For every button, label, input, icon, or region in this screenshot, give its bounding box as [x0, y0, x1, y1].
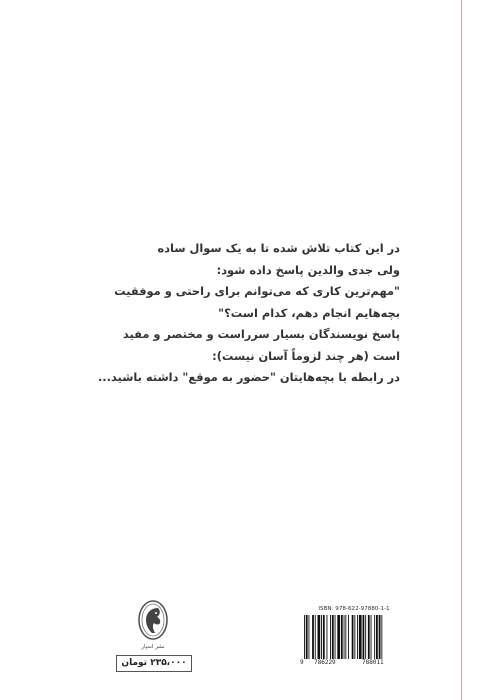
barcode-digits: [300, 659, 408, 668]
spine-edge-line: [461, 0, 462, 700]
blurb-line: بچه‌هایم انجام دهم، کدام است؟": [218, 305, 400, 320]
barcode-bar: [315, 615, 316, 659]
barcode-bar: [374, 615, 375, 659]
barcode-bar: [327, 615, 328, 659]
barcode-bar: [348, 615, 349, 659]
barcode-bar: [330, 615, 331, 659]
barcode-bar: [345, 615, 346, 659]
barcode-bar: [359, 615, 362, 659]
barcode-bar: [352, 615, 354, 659]
barcode: [300, 606, 408, 670]
barcode-bar: [379, 615, 381, 659]
blurb-line: است (هر چند لزوماً آسان نیست):: [212, 348, 400, 363]
blurb-line: "مهم‌ترین کاری که می‌توانم برای راحتی و موفقیت: [114, 284, 400, 298]
blurb-line: ولی جدی والدین پاسخ داده شود:: [216, 262, 400, 277]
price-label: ۲۳۵،۰۰۰ تومان: [116, 655, 192, 672]
barcode-bar: [321, 615, 322, 659]
blurb-line: پاسخ نویسندگان بسیار سرراست و مختصر و مفید: [122, 327, 400, 341]
barcode-bar: [368, 615, 370, 659]
blurb-line: در این کتاب تلاش شده تا به یک سوال ساده: [157, 241, 400, 255]
barcode-bar: [344, 615, 345, 659]
barcode-bar: [354, 615, 355, 659]
barcode-bar: [381, 615, 382, 659]
barcode-bar: [371, 615, 372, 659]
barcode-digits-last: 788011: [362, 659, 384, 666]
barcode-bar: [376, 615, 378, 659]
barcode-bar: [365, 615, 366, 659]
barcode-bar: [312, 615, 314, 659]
barcode-bar: [341, 615, 343, 659]
isbn-label: ISBN: 978-622-97880-1-1: [318, 606, 390, 612]
publisher-name: نشر اسپار: [141, 644, 165, 650]
blurb-line: در رابطه با بچه‌هایتان "حضور به موقع" داشته باشید...: [97, 370, 400, 384]
blurb-text: [97, 238, 400, 389]
barcode-bar: [332, 615, 334, 659]
barcode-bar: [337, 615, 340, 659]
barcode-bars: [300, 615, 408, 659]
barcode-bar: [357, 615, 358, 659]
barcode-bar: [306, 615, 308, 659]
barcode-bar: [318, 615, 321, 659]
barcode-bar: [323, 615, 325, 659]
barcode-bar: [335, 615, 336, 659]
barcode-digits-middle: 786229: [314, 659, 336, 666]
barcode-bar: [363, 615, 365, 659]
horse-head-logo-icon: [128, 596, 178, 644]
barcode-bar: [304, 615, 305, 659]
barcode-digit-first: 9: [300, 659, 304, 666]
barcode-bar: [309, 615, 310, 659]
